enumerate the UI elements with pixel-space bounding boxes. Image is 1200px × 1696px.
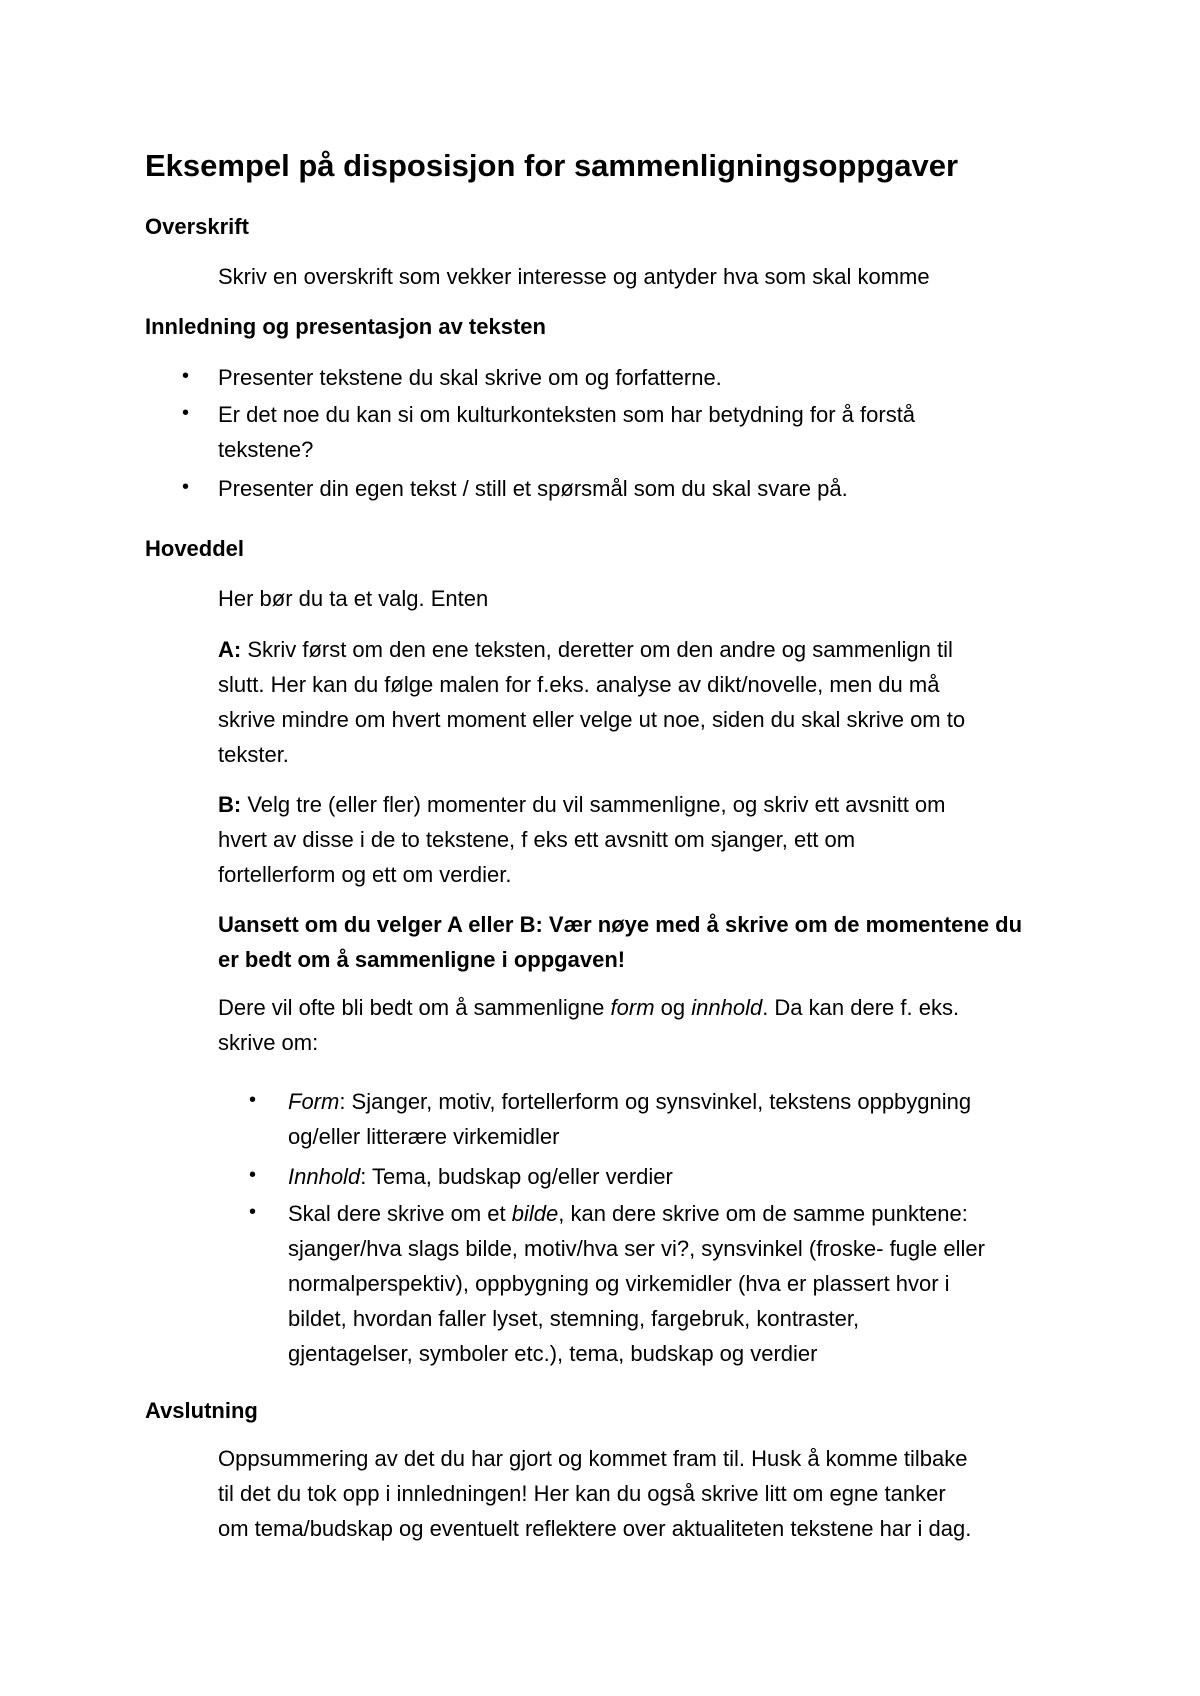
option-a-line: tekster. (218, 742, 289, 767)
option-a-label: A: (218, 637, 242, 662)
form-intro-line2: skrive om: (218, 1030, 319, 1055)
form-intro-text: Dere vil ofte bli bedt om å sammenligne (218, 995, 611, 1020)
avslutning-line: til det du tok opp i innledningen! Her kan du også skrive litt om egne tanker (218, 1481, 946, 1506)
option-b-paragraph (218, 787, 945, 892)
list-item-bilde-text: Skal dere skrive om et (288, 1201, 512, 1226)
list-item-form-label: Form (288, 1089, 340, 1114)
innledning-bullet-1: Presenter tekstene du skal skrive om og forfatterne. (218, 365, 722, 390)
innledning-bullet-2-cont: tekstene? (218, 437, 314, 462)
overskrift-text: Skriv en overskrift som vekker interesse og antyder hva som skal komme (218, 264, 930, 289)
option-b-line: Velg tre (eller fler) momenter du vil sammenligne, og skriv ett avsnitt om (241, 792, 946, 817)
emphasis-line: er bedt om å sammenligne i oppgaven! (218, 947, 626, 972)
list-item-bilde-text: normalperspektiv), oppbygning og virkemidler (hva er plassert hvor i (288, 1271, 950, 1296)
heading-overskrift: Overskrift (145, 214, 249, 239)
innledning-bullet-2: Er det noe du kan si om kulturkonteksten som har betydning for å forstå (218, 402, 916, 427)
option-b-line: hvert av disse i de to tekstene, f eks ett avsnitt om sjanger, ett om (218, 827, 856, 852)
list-item-innhold-label: Innhold (288, 1164, 361, 1189)
list-item-bilde-text: sjanger/hva slags bilde, motiv/hva ser vi?, synsvinkel (froske- fugle eller (288, 1236, 985, 1261)
form-word: form (610, 995, 655, 1020)
list-item-form-text: : Sjanger, motiv, fortellerform og synsvinkel, tekstens oppbygning (339, 1089, 972, 1114)
option-a-line: slutt. Her kan du følge malen for f.eks. analyse av dikt/novelle, men du må (218, 672, 940, 697)
form-intro-post: . Da kan dere f. eks. (762, 995, 960, 1020)
form-og-text: og (654, 995, 692, 1020)
option-b-line: fortellerform og ett om verdier. (218, 862, 512, 887)
option-a-line: skrive mindre om hvert moment eller velge ut noe, siden du skal skrive om to (218, 707, 966, 732)
heading-avslutning: Avslutning (145, 1398, 258, 1423)
list-item-form (288, 1084, 971, 1154)
avslutning-line: om tema/budskap og eventuelt reflektere over aktualiteten tekstene har i dag. (218, 1516, 972, 1541)
form-innhold-intro (218, 990, 959, 1060)
bullet-icon: • (182, 476, 190, 498)
option-b-label: B: (218, 792, 242, 817)
bilde-word: bilde (511, 1201, 559, 1226)
hoveddel-intro: Her bør du ta et valg. Enten (218, 586, 489, 611)
list-item-bilde-text: , kan dere skrive om de samme punktene: (558, 1201, 968, 1226)
bullet-icon: • (249, 1164, 257, 1186)
emphasis-paragraph (218, 907, 1022, 977)
list-item-innhold (288, 1159, 673, 1194)
list-item-bilde (288, 1196, 985, 1371)
avslutning-paragraph (218, 1441, 971, 1546)
innhold-word: innhold (691, 995, 763, 1020)
list-item-bilde-text: bildet, hvordan faller lyset, stemning, fargebruk, kontraster, (288, 1306, 860, 1331)
bullet-icon: • (182, 365, 190, 387)
innledning-bullet-3: Presenter din egen tekst / still et spørsmål som du skal svare på. (218, 476, 848, 501)
avslutning-line: Oppsummering av det du har gjort og kommet fram til. Husk å komme tilbake (218, 1446, 968, 1471)
emphasis-line: Uansett om du velger A eller B: Vær nøye med å skrive om de momentene du (218, 912, 1023, 937)
option-a-line: Skriv først om den ene teksten, deretter om den andre og sammenlign til (241, 637, 953, 662)
bullet-icon: • (249, 1201, 257, 1223)
bullet-icon: • (249, 1089, 257, 1111)
option-a-paragraph (218, 632, 965, 772)
heading-hoveddel: Hoveddel (145, 536, 245, 561)
heading-innledning: Innledning og presentasjon av teksten (145, 314, 546, 339)
list-item-innhold-text: : Tema, budskap og/eller verdier (360, 1164, 673, 1189)
list-item-form-text: og/eller litterære virkemidler (288, 1124, 560, 1149)
page-title: Eksempel på disposisjon for sammenligningsoppgaver (145, 148, 959, 183)
bullet-icon: • (182, 402, 190, 424)
list-item-bilde-text: gjentagelser, symboler etc.), tema, budskap og verdier (288, 1341, 818, 1366)
